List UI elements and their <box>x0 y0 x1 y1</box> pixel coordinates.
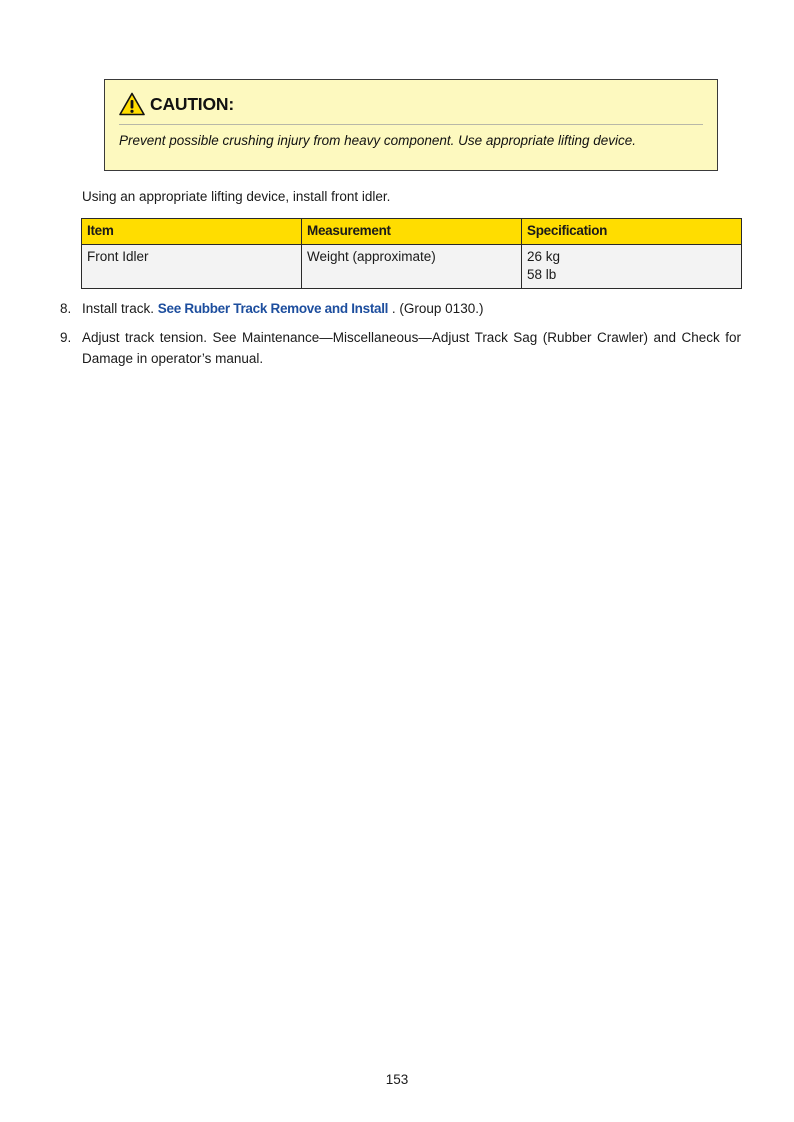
step-number: 8. <box>60 301 72 316</box>
step-text <box>82 298 741 319</box>
cell-specification <box>522 245 742 289</box>
list-item <box>60 327 741 369</box>
caution-text: Prevent possible crushing injury from heavy component. Use appropriate lifting device. <box>119 133 637 148</box>
header-measurement: Measurement <box>302 219 522 245</box>
page-number: 153 <box>385 1072 409 1087</box>
cell-item: Front Idler <box>82 245 302 289</box>
header-item: Item <box>82 219 302 245</box>
cell-measurement: Weight (approximate) <box>302 245 522 289</box>
header-specification: Specification <box>522 219 742 245</box>
rubber-track-link[interactable]: See Rubber Track Remove and Install <box>157 301 389 316</box>
specification-table <box>81 218 742 289</box>
step-number: 9. <box>60 330 72 345</box>
table-row <box>82 245 742 289</box>
step-list <box>60 298 741 377</box>
list-item <box>60 298 741 319</box>
caution-box <box>104 79 718 171</box>
intro-text: Using an appropriate lifting device, install front idler. <box>82 189 391 204</box>
caution-header <box>119 92 234 116</box>
spec-imperial: 58 lb <box>527 267 557 282</box>
table-header-row <box>82 219 742 245</box>
step-text-after: . (Group 0130.) <box>391 301 484 316</box>
spec-metric: 26 kg <box>527 249 561 264</box>
caution-divider <box>119 124 703 125</box>
warning-triangle-icon <box>119 92 145 116</box>
step-text-before: Install track. <box>82 301 155 316</box>
caution-title: CAUTION: <box>150 93 234 114</box>
step-text: Adjust track tension. See Maintenance—Miscellaneous—Adjust Track Sag (Rubber Crawler) and Check for Damage in operator’s manual. <box>82 330 741 366</box>
